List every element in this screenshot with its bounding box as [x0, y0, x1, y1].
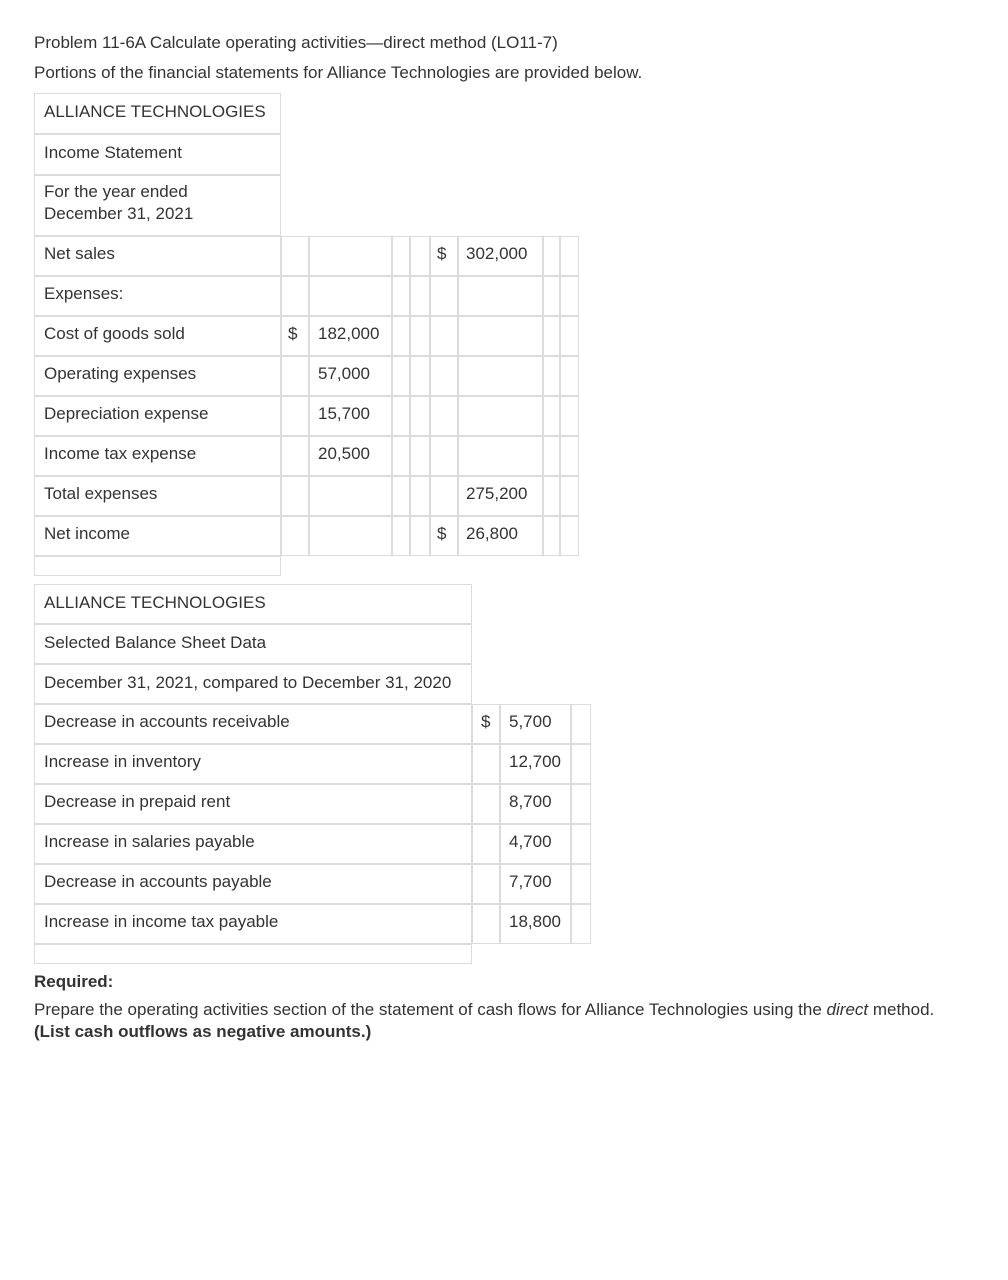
is-grid-cell: [309, 276, 392, 316]
bs-grid-cell: [571, 904, 591, 944]
bs-period: December 31, 2021, compared to December 31, 2020: [44, 673, 452, 692]
bs-grid-cell: [472, 824, 500, 864]
bs-title: Selected Balance Sheet Data: [44, 633, 267, 652]
bs-row-dollar: $: [481, 712, 491, 731]
bs-row-label: Decrease in prepaid rent: [44, 792, 231, 811]
required-text: [34, 1000, 934, 1020]
is-row-col2-dollar: $: [437, 524, 447, 543]
is-row-col1-value: 182,000: [318, 324, 380, 343]
problem-intro: Portions of the financial statements for Alliance Technologies are provided below.: [34, 63, 643, 82]
is-row-label: Expenses:: [44, 284, 124, 303]
is-row-col2-value: 26,800: [466, 524, 518, 543]
bs-row-label: Decrease in accounts payable: [44, 872, 272, 891]
is-row-label: Operating expenses: [44, 364, 197, 383]
is-grid-cell: [458, 316, 543, 356]
bs-row-label: Increase in income tax payable: [44, 912, 279, 931]
is-grid-cell: [392, 356, 410, 396]
bs-row-value: 8,700: [509, 792, 552, 811]
is-row-col2-dollar: $: [437, 244, 447, 263]
is-grid-cell: [543, 476, 560, 516]
is-grid-cell: [392, 316, 410, 356]
is-grid-cell: [281, 236, 309, 276]
is-grid-cell: [543, 516, 560, 556]
is-grid-cell: [281, 516, 309, 556]
bs-grid-cell: [472, 904, 500, 944]
bs-grid-cell: [472, 744, 500, 784]
is-grid-cell: [560, 276, 579, 316]
is-row-label: Cost of goods sold: [44, 324, 185, 343]
is-grid-cell: [392, 436, 410, 476]
bs-row-value: 4,700: [509, 832, 552, 851]
is-grid-cell: [410, 436, 430, 476]
is-footer-cell: [34, 556, 281, 576]
bs-row-value: 5,700: [509, 712, 552, 731]
bs-grid-cell: [472, 864, 500, 904]
is-company: ALLIANCE TECHNOLOGIES: [44, 102, 266, 121]
bs-row-label: Increase in inventory: [44, 752, 201, 771]
is-period-line1: For the year ended: [44, 182, 188, 201]
is-grid-cell: [410, 396, 430, 436]
is-grid-cell: [309, 516, 392, 556]
bs-grid-cell: [571, 824, 591, 864]
bs-grid-cell: [571, 864, 591, 904]
is-grid-cell: [410, 276, 430, 316]
is-grid-cell: [281, 356, 309, 396]
is-grid-cell: [458, 356, 543, 396]
required-text-after: method.: [868, 1000, 935, 1019]
is-grid-cell: [560, 236, 579, 276]
is-grid-cell: [560, 396, 579, 436]
is-grid-cell: [309, 236, 392, 276]
bs-grid-cell: [571, 704, 591, 744]
is-grid-cell: [560, 356, 579, 396]
is-grid-cell: [392, 516, 410, 556]
is-grid-cell: [410, 236, 430, 276]
required-text-italic: direct: [826, 1000, 869, 1019]
is-grid-cell: [392, 476, 410, 516]
is-grid-cell: [392, 236, 410, 276]
is-grid-cell: [458, 436, 543, 476]
is-grid-cell: [410, 476, 430, 516]
is-grid-cell: [430, 436, 458, 476]
is-grid-cell: [430, 476, 458, 516]
is-period-line2: December 31, 2021: [44, 204, 194, 223]
is-grid-cell: [543, 436, 560, 476]
is-grid-cell: [392, 396, 410, 436]
is-row-col2-value: 302,000: [466, 244, 528, 263]
is-row-label: Net income: [44, 524, 130, 543]
is-grid-cell: [281, 396, 309, 436]
is-grid-cell: [430, 316, 458, 356]
bs-grid-cell: [571, 784, 591, 824]
bs-company: ALLIANCE TECHNOLOGIES: [44, 593, 266, 612]
is-grid-cell: [410, 316, 430, 356]
bs-grid-cell: [472, 784, 500, 824]
is-grid-cell: [543, 276, 560, 316]
is-grid-cell: [430, 276, 458, 316]
is-row-col1-value: 57,000: [318, 364, 370, 383]
is-grid-cell: [560, 436, 579, 476]
is-grid-cell: [410, 516, 430, 556]
is-row-col1-dollar: $: [288, 324, 298, 343]
bs-row-value: 7,700: [509, 872, 552, 891]
is-grid-cell: [543, 356, 560, 396]
is-grid-cell: [281, 476, 309, 516]
is-grid-cell: [543, 316, 560, 356]
problem-title: Problem 11-6A Calculate operating activities—direct method (LO11-7): [34, 33, 558, 52]
is-grid-cell: [281, 436, 309, 476]
is-row-label: Total expenses: [44, 484, 158, 503]
is-grid-cell: [560, 316, 579, 356]
required-text-before: Prepare the operating activities section of the statement of cash flows for Alliance Technologies using the: [34, 1000, 827, 1019]
is-grid-cell: [543, 236, 560, 276]
is-row-col1-value: 20,500: [318, 444, 370, 463]
is-grid-cell: [560, 516, 579, 556]
is-row-col1-value: 15,700: [318, 404, 370, 423]
bs-row-value: 18,800: [509, 912, 561, 931]
is-row-col2-value: 275,200: [466, 484, 528, 503]
bs-footer-cell: [34, 944, 472, 964]
is-grid-cell: [458, 276, 543, 316]
is-grid-cell: [281, 276, 309, 316]
is-row-label: Depreciation expense: [44, 404, 209, 423]
is-row-label: Net sales: [44, 244, 115, 263]
is-grid-cell: [392, 276, 410, 316]
is-grid-cell: [430, 396, 458, 436]
required-title: Required:: [34, 972, 114, 991]
is-grid-cell: [309, 476, 392, 516]
is-grid-cell: [560, 476, 579, 516]
is-grid-cell: [430, 356, 458, 396]
bs-row-label: Increase in salaries payable: [44, 832, 255, 851]
is-grid-cell: [410, 356, 430, 396]
bs-grid-cell: [571, 744, 591, 784]
required-note: (List cash outflows as negative amounts.): [34, 1022, 372, 1041]
is-grid-cell: [543, 396, 560, 436]
is-statement-title: Income Statement: [44, 143, 182, 162]
bs-row-value: 12,700: [509, 752, 561, 771]
is-grid-cell: [458, 396, 543, 436]
bs-row-label: Decrease in accounts receivable: [44, 712, 290, 731]
is-row-label: Income tax expense: [44, 444, 197, 463]
